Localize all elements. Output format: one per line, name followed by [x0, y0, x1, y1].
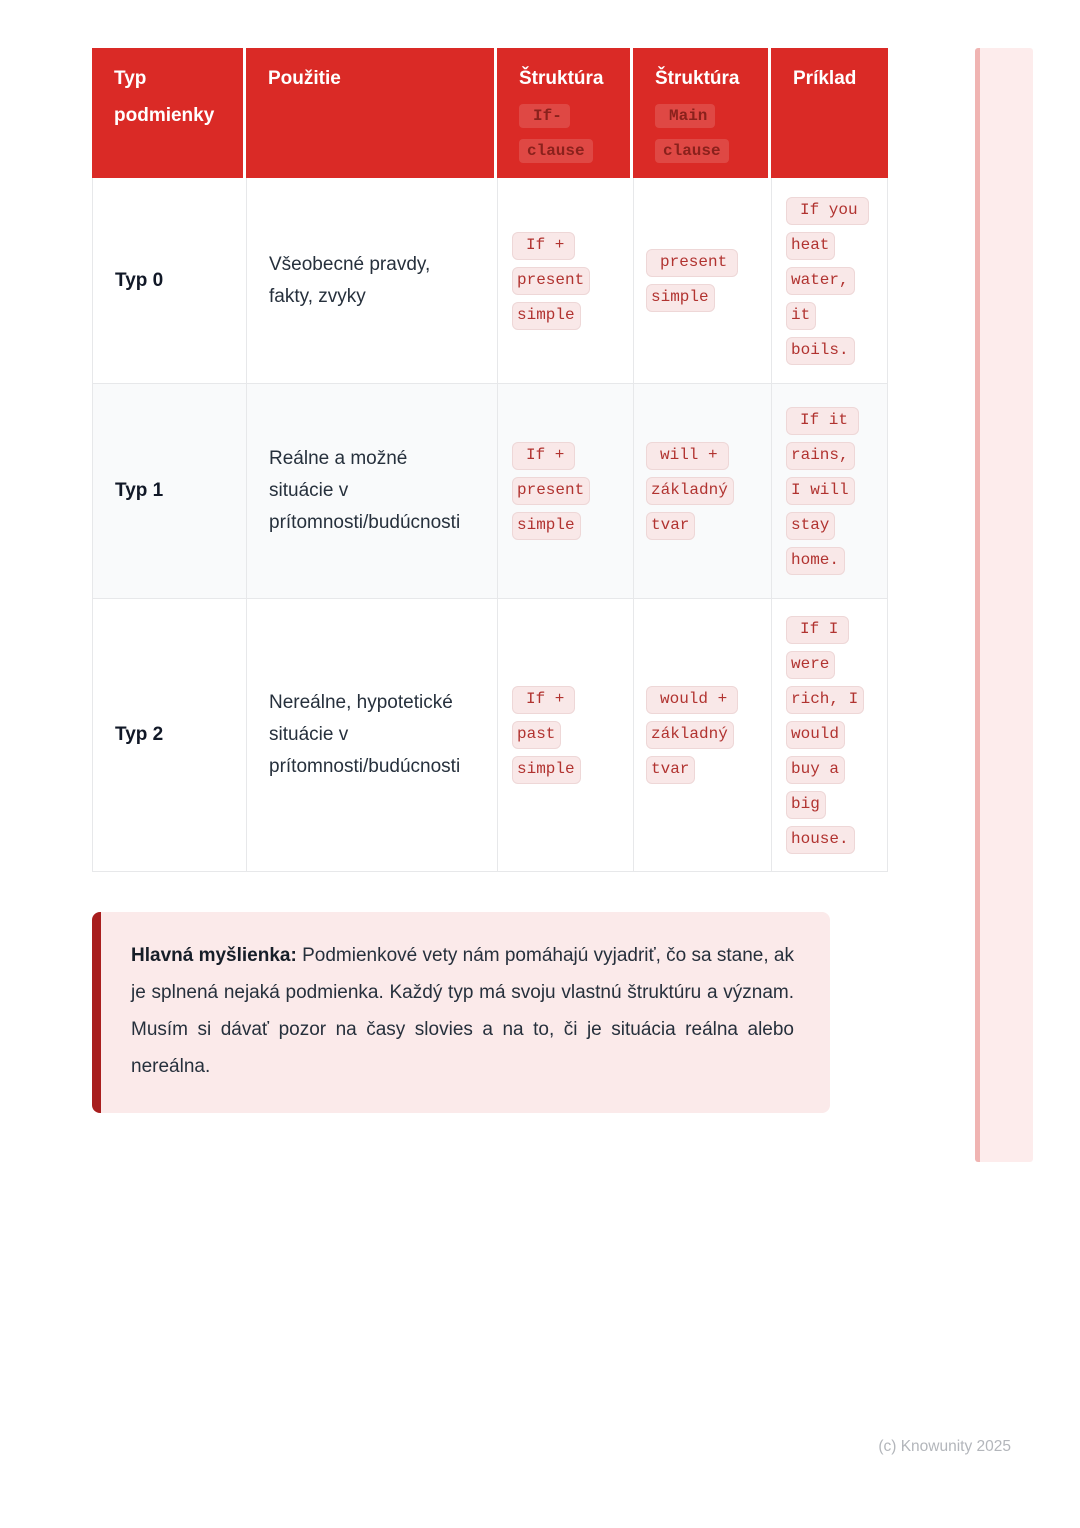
code-chip: If + [512, 442, 575, 470]
header-code-if-clause [519, 104, 616, 163]
code-chip: rains, [786, 442, 855, 470]
code-chip: If + [512, 686, 575, 714]
code-chip: tvar [646, 512, 695, 540]
code-chip: If it [786, 407, 859, 435]
type-cell: Typ 1 [93, 384, 247, 598]
header-cell-struktura-main [633, 48, 771, 178]
header-cell-struktura-if [497, 48, 633, 178]
code-chip: tvar [646, 756, 695, 784]
header-label: Typ podmienky [114, 68, 215, 126]
main-clause-code [646, 442, 771, 540]
header-label: Použitie [268, 68, 341, 89]
code-chip: big [786, 791, 826, 819]
usage-cell: Všeobecné pravdy, fakty, zvyky [247, 178, 498, 383]
code-chip: rich, I [786, 686, 864, 714]
code-chip: heat [786, 232, 835, 260]
code-chip: present [512, 267, 590, 295]
code-chip: základný [646, 477, 734, 505]
code-chip: buy a [786, 756, 845, 784]
table-row-typ-0 [93, 178, 887, 384]
code-chip: would [786, 721, 845, 749]
key-idea-callout [92, 912, 830, 1113]
callout-text: Podmienkové vety nám pomáhajú vyjadriť, čo sa stane, ak je splnená nejaká podmienka. Každý typ má svoju vlastnú štruktúru a význam. Musím si dávať pozor na časy slovies a na to, či je situácia reálna alebo nereálna. [131, 945, 794, 1077]
header-label: Príklad [793, 68, 857, 89]
header-label: Štruktúra [519, 68, 604, 89]
conditionals-table [92, 48, 888, 872]
code-chip: simple [512, 302, 581, 330]
usage-cell: Reálne a možné situácie v prítomnosti/budúcnosti [247, 384, 498, 598]
code-chip: clause [655, 139, 729, 163]
code-chip: stay [786, 512, 835, 540]
copyright-footer: (c) Knowunity 2025 [878, 1438, 1011, 1455]
usage-cell: Nereálne, hypotetické situácie v prítomnosti/budúcnosti [247, 599, 498, 871]
code-chip: If + [512, 232, 575, 260]
header-cell-pouzitie [246, 48, 497, 178]
code-chip: If you [786, 197, 869, 225]
type-cell: Typ 2 [93, 599, 247, 871]
table-body [92, 178, 888, 872]
code-chip: clause [519, 139, 593, 163]
code-chip: simple [512, 512, 581, 540]
example-code [786, 197, 883, 365]
code-chip: boils. [786, 337, 855, 365]
code-chip: it [786, 302, 816, 330]
next-page-edge [975, 48, 1033, 1162]
code-chip: would + [646, 686, 738, 714]
header-cell-typ-podmienky [92, 48, 246, 178]
example-code [786, 616, 883, 854]
example-code [786, 407, 883, 575]
table-row-typ-1 [93, 384, 887, 599]
code-chip: water, [786, 267, 855, 295]
code-chip: home. [786, 547, 845, 575]
code-chip: present [512, 477, 590, 505]
code-chip: Main [655, 104, 715, 128]
code-chip: past [512, 721, 561, 749]
code-chip: simple [512, 756, 581, 784]
header-code-main-clause [655, 104, 754, 163]
code-chip: I will [786, 477, 855, 505]
main-clause-code [646, 686, 771, 784]
callout-title: Hlavná myšlienka: [131, 945, 297, 966]
table-header-row [92, 48, 888, 178]
code-chip: will + [646, 442, 729, 470]
header-label: Štruktúra [655, 68, 740, 89]
code-chip: If I [786, 616, 849, 644]
table-row-typ-2 [93, 599, 887, 871]
code-chip: simple [646, 284, 715, 312]
callout-paragraph [131, 937, 794, 1085]
if-clause-code [512, 232, 633, 330]
main-clause-code [646, 249, 771, 312]
header-cell-priklad [771, 48, 888, 178]
code-chip: základný [646, 721, 734, 749]
if-clause-code [512, 442, 633, 540]
code-chip: present [646, 249, 738, 277]
if-clause-code [512, 686, 633, 784]
code-chip: If- [519, 104, 570, 128]
code-chip: were [786, 651, 835, 679]
type-cell: Typ 0 [93, 178, 247, 383]
code-chip: house. [786, 826, 855, 854]
